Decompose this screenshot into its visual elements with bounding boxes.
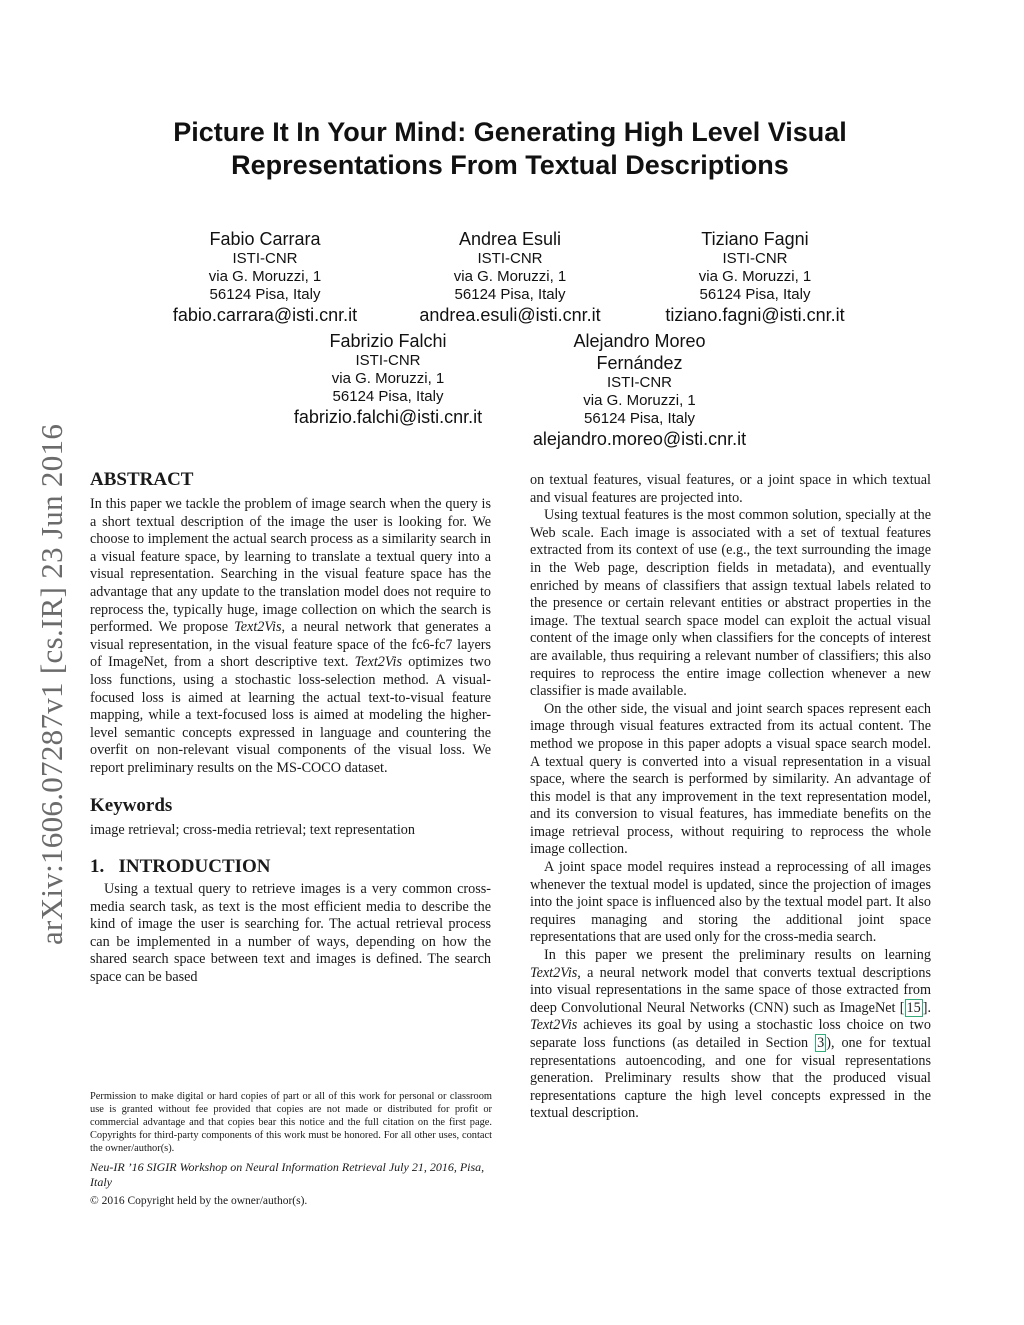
author-block — [140, 228, 390, 326]
author-name: Fabio Carrara — [209, 229, 321, 249]
author-name: Fernández — [596, 353, 683, 373]
author-block — [507, 330, 772, 450]
author-email: tiziano.fagni@isti.cnr.it — [665, 305, 845, 325]
author-city: 56124 Pisa, Italy — [332, 388, 444, 405]
model-name: Text2Vis — [530, 964, 578, 981]
right-column — [530, 472, 931, 1123]
author-email: fabio.carrara@isti.cnr.it — [172, 305, 358, 325]
author-city: 56124 Pisa, Italy — [209, 286, 321, 303]
paragraph: on textual features, visual features, or a joint space in which textual and visual features are projected into. — [530, 472, 931, 506]
author-street: via G. Moruzzi, 1 — [331, 370, 445, 387]
author-city: 56124 Pisa, Italy — [699, 286, 811, 303]
author-email: andrea.esuli@isti.cnr.it — [419, 305, 601, 325]
model-name: Text2Vis — [234, 619, 282, 636]
author-city: 56124 Pisa, Italy — [584, 410, 695, 427]
paper-title — [100, 116, 920, 182]
author-street: via G. Moruzzi, 1 — [453, 268, 567, 285]
title-line-2: Representations From Textual Descriptions — [231, 150, 789, 180]
author-email: fabrizio.falchi@isti.cnr.it — [293, 407, 483, 427]
section-link[interactable]: 3 — [817, 1035, 825, 1051]
author-street: via G. Moruzzi, 1 — [208, 268, 322, 285]
author-block — [630, 228, 880, 326]
keywords-text: image retrieval; cross-media retrieval; text representation — [90, 821, 415, 838]
author-block — [385, 228, 635, 326]
author-org: ISTI-CNR — [355, 352, 421, 369]
author-name: Tiziano Fagni — [701, 229, 809, 249]
author-street: via G. Moruzzi, 1 — [583, 392, 696, 409]
intro-heading: 1. INTRODUCTION — [90, 856, 271, 878]
copyright-notice: © 2016 Copyright held by the owner/author(s). — [90, 1195, 308, 1207]
intro-paragraph: Using a textual query to retrieve images is a very common cross-media search task, as text is the most efficient media to describe the kind of image the user is searching for. The actual retrieval process can be implemented in a number of ways, depending on how the shared search space between text and images is defined. The search space can be based — [90, 881, 491, 986]
author-email: alejandro.moreo@isti.cnr.it — [532, 429, 747, 449]
author-name: Fabrizio Falchi — [329, 331, 447, 351]
citation-link[interactable]: 15 — [906, 999, 921, 1016]
author-block — [263, 330, 513, 428]
author-city: 56124 Pisa, Italy — [454, 286, 566, 303]
title-line-1: Picture It In Your Mind: Generating High Level Visual — [173, 117, 847, 147]
conference-info: Neu-IR ’16 SIGIR Workshop on Neural Information Retrieval July 21, 2016, Pisa, Italy — [90, 1160, 485, 1189]
paragraph: Using textual features is the most common solution, specially at the Web scale. Each image is associated with a set of textual features extracted from its context of use (e.g., the text surrounding the image in the Web page, description fields in metadata), and eventually enriched by means of classifiers that assign textual labels related to the presence or certain relevant entities or abstract properties in the image. The textual search space model can exploit the actual visual content of the image only when classifiers for the concepts of interest are available, thus requiring a relevant number of classifiers; this also requires to reprocess the entire image collection whenever a new classifier is made available. — [530, 507, 931, 700]
author-org: ISTI-CNR — [722, 250, 788, 267]
model-name: Text2Vis — [530, 1017, 578, 1034]
author-name: Andrea Esuli — [458, 229, 562, 249]
keywords-heading: Keywords — [90, 794, 173, 816]
author-street: via G. Moruzzi, 1 — [698, 268, 812, 285]
paragraph: A joint space model requires instead a reprocessing of all images whenever the textual model is updated, since the projection of images into the joint space is influenced also by the textual model part. It also requires managing and storing the additional joint space representations that are used only for the cross-media search. — [530, 859, 931, 946]
author-org: ISTI-CNR — [232, 250, 298, 267]
author-org: ISTI-CNR — [477, 250, 543, 267]
paragraph: In this paper we present the preliminary results on learning Text2Vis, a neural network model that converts textual descriptions into visual representations in the same space of those extracted from deep Convolutional Neural Networks (CNN) such as ImageNet [ 15 ]. Text2Vis achieves its goal by using a stochastic loss choice on two separate loss functions (as detailed in Section 3 ), one for textual representations autoencoding, and one for visual representations generation. Preliminary results show that the produced visual representations capture the high level concepts expressed in the textual description. — [530, 947, 932, 1122]
abstract-text: In this paper we tackle the problem of image search when the query is a short textual description of the image the user is looking for. We choose to implement the actual search process as a similarity search in a visual feature space, by learning to translate a textual query into a visual representation. Searching in the visual feature space has the advantage that any update to the translation model does not require to reprocess the, typically huge, image collection on which the search is performed. We propose Text2Vis, a neural network that generates a visual representation, in the visual feature space of the fc6-fc7 layers of ImageNet, from a short descriptive text. Text2Vis optimizes two loss functions, using a stochastic loss-selection method. A visual-focused loss is aimed at learning the actual text-to-visual feature mapping, while a text-focused loss is aimed at modeling the higher-level semantic concepts expressed in language and countering the overfit on non-relevant visual components of the visual loss. We report preliminary results on the MS-COCO dataset. — [90, 496, 492, 776]
model-name: Text2Vis — [354, 654, 402, 671]
left-column — [90, 468, 491, 987]
paragraph: On the other side, the visual and joint search spaces represent each image through visual features extracted from its actual content. The method we propose in this paper adopts a visual space search model. A textual query is converted into a visual representation in a visual space, where the search is performed by similarity. An advantage of this model is that any improvement in the text representation model, and its conversion to visual features, has immediate benefits on the image retrieval process, without requiring to reprocess the whole image collection. — [530, 700, 931, 858]
abstract-heading: ABSTRACT — [90, 469, 194, 490]
arxiv-stamp: arXiv:1606.07287v1 [cs.IR] 23 Jun 2016 — [34, 423, 69, 945]
permission-footnote: Permission to make digital or hard copies of part or all of this work for personal or classroom use is granted without fee provided that copies are not made or distributed for profit or commercial advantage and that copies bear this notice and the full citation on the first page. Copyrights for third-party components of this work must be honored. For all other uses, contact the owner/author(s). — [90, 1091, 492, 1154]
author-name: Alejandro Moreo — [573, 331, 706, 351]
author-org: ISTI-CNR — [607, 374, 672, 391]
